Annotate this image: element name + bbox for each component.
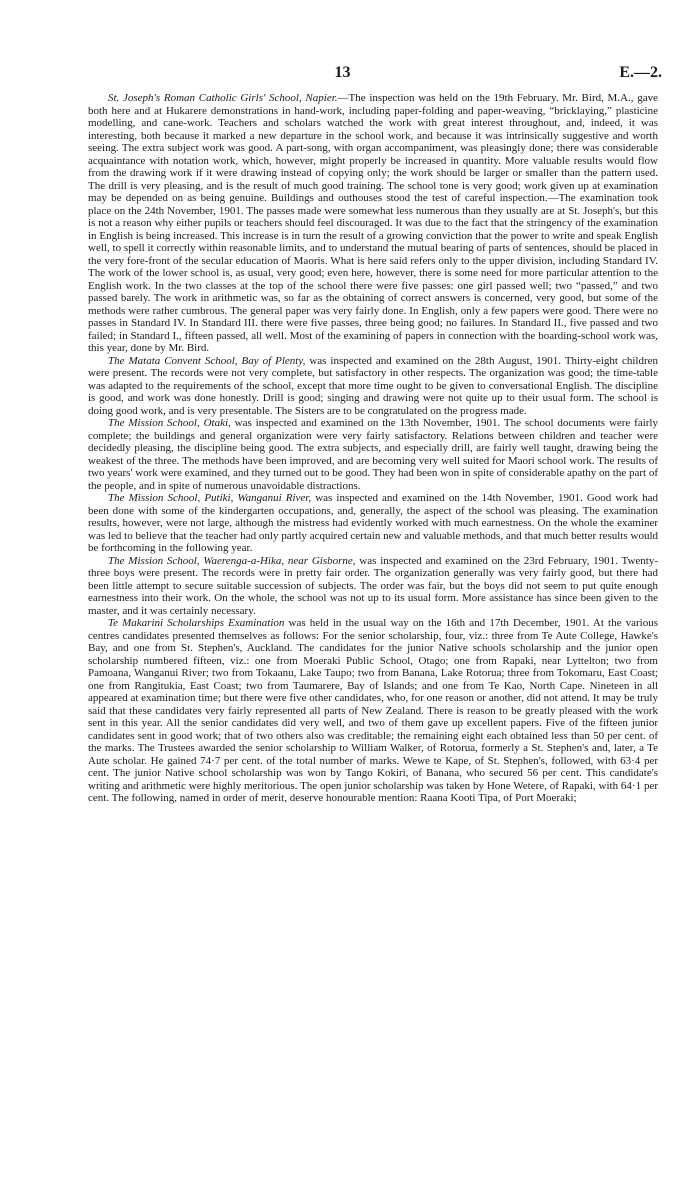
page-header (0, 64, 700, 86)
paragraph-heading: The Matata Convent School, Bay of Plenty, (108, 354, 306, 367)
paragraph-text: was inspected and examined on the 14th November, 1901. Good work had been done with some of the kindergarten occupations, and, generally, the aspect of the school was pleasing. The examination results, however, were not large, although the mistress had evidently worked with much earnestness. On the whole the examiner was led to believe that the teacher had only partly acquired certain new and valuable methods, and that much better results would be forthcoming in the following year. (88, 492, 658, 554)
paragraph-otaki (88, 417, 658, 492)
paragraph-waerenga-a-hika (88, 555, 658, 618)
paragraph-putiki (88, 492, 658, 555)
paragraph-text: was held in the usual way on the 16th and 17th December, 1901. At the various centres candidates presented themselves as follows: For the senior scholarship, four, viz.: three from Te Aute College, Hawke's Bay, and one from St. Stephen's, Auckland. The candidates for the junior Native schools scholarship and the junior open scholarship numbered fifteen, viz.: one from Moeraki Public School, Otago; one from Rapaki, near Lyttelton; two from Pamoana, Wanganui River; two from Tokaanu, Lake Taupo; two from Banana, Lake Rotorua; three from Tokomaru, East Coast; one from Rangitukia, East Coast; two from Taumarere, Bay of Islands; and one from Te Kao, North Cape. Nineteen in all appeared at examination time; but there were five other candidates, who, for one reason or another, did not attend. It may be truly said that these candidates very fairly represented all parts of New Zealand. There is reason to be greatly pleased with the work sent in this year. All the senior candidates did very well, and two of them gave up excellent papers. Five of the fifteen junior candidates sent in good work; that of two others also was creditable; the remaining eight each obtained less than 50 per cent. of the marks. The Trustees awarded the senior scholarship to William Walker, of Rotorua, formerly a St. Stephen's and, later, a Te Aute scholar. He gained 74·7 per cent. of the total number of marks. Wewe te Kape, of St. Stephen's, followed, with 63·4 per cent. The junior Native school scholarship was won by Tango Kokiri, of Banana, who secured 56 per cent. This candidate's writing and arithmetic were highly meritorious. The open junior scholarship was taken by Hone Wetere, of Rapaki, with 64·1 per cent. The following, named in order of merit, deserve honourable mention: Raana Kooti Tipa, of Port Moeraki; (88, 617, 659, 804)
paragraph-matata (88, 355, 658, 418)
document-code: E.—2. (619, 64, 662, 81)
page-number: 13 (334, 64, 351, 81)
paragraph-text: was inspected and examined on the 28th August, 1901. Thirty-eight children were present. The records were not very complete, but satisfactory in other respects. The organization was good; the time-table was adapted to the requirements of the school, except that more time ought to be given to conversational English. The discipline is good, and work was done honestly. Drill is good; singing and drawing were not quite up to their usual form. The school is doing good work, and is very presentable. The Sisters are to be congratulated on the progress made. (88, 354, 658, 417)
paragraph-text: was inspected and examined on the 23rd February, 1901. Twenty-three boys were present. The records were in pretty fair order. The organization generally was very fairly good, but there had been little attempt to secure suitable succession of subjects. The order was fair, but the boys did not seem to put quite enough earnestness into their work. On the whole, the school was not up to its usual form. More assistance has since been given to the master, and it was certainly necessary. (88, 554, 658, 617)
paragraph-st-josephs (88, 92, 658, 355)
paragraph-heading: Te Makarini Scholarships Examination (108, 617, 285, 629)
paragraph-text: was inspected and examined on the 13th November, 1901. The school documents were fairly complete; the buildings and general organization were very fairly satisfactory. Relations between children and teacher were decidedly pleasing, the discipline being good. The extra subjects, and especially drill, are fairly well taught, drawing being the weakest of the three. The methods have been improved, and are becoming very well suited for Maori school work. The results of two years' work were examined, and they turned out to be good. They had been won in spite of considerable apathy on the part of the people, and in spite of numerous unavoidable distractions. (88, 417, 658, 492)
paragraph-heading: The Mission School, Waerenga-a-Hika, near Gisborne, (108, 554, 356, 567)
paragraph-heading: The Mission School, Otaki, (108, 417, 231, 429)
paragraph-text: —The inspection was held on the 19th February. Mr. Bird, M.A., gave both here and at Hukarere demonstrations in hand-work, including paper-folding and paper-weaving, “bricklaying,” plasticine modelling, and cane-work. Teachers and scholars watched the work with great interest throughout, and, indeed, it was interesting, both because it marked a new departure in the school work, and because it was intrinsically suggestive and worth seeing. The extra subject work was good. A part-song, with organ accompaniment, was pleasingly done; there was considerable acquaintance with notation work, which, however, might properly be increased in quantity. More valuable results would flow from the drawing work if it were drawing instead of copying only; the work should be larger or smaller than the pattern used. The drill is very pleasing, and is the result of much good training. The school tone is very good; work given up at examination may be depended on as being genuine. Buildings and outhouses stood the test of careful inspection.—The examination took place on the 24th November, 1901. The passes made were somewhat less numerous than they usually are at St. Joseph's, but this is not a reason why either pupils or teachers should feel discouraged. It was due to the fact that the stringency of the examination in English is being increased. This increase is in turn the result of a growing conviction that the power to write and speak English well, to spell it correctly within reasonable limits, and to understand the mutual bearing of parts of sentences, should be placed in the very fore-front of the secular education of Maoris. What is here said refers only to the upper division, including Standard IV. The work of the lower school is, as usual, very good; even here, however, there is some need for more particular attention to the English work. In the two classes at the top of the school there were five passes: one girl passed well; two “passed,” and two passed barely. The work in arithmetic was, so far as the obtaining of correct answers is concerned, very good, but some of the methods were rather cumbrous. The general paper was very fairly done. In English, only a few papers were good. There were no passes in Standard IV. In Standard III. there were five passes, three being good; no failures. In Standard II., five passed and two failed; in Standard I., fifteen passed, all well. Most of the examining of papers in connection with the boarding-school work was, this year, done by Mr. Bird. (88, 92, 659, 354)
report-body (88, 92, 658, 805)
paragraph-heading: St. Joseph's Roman Catholic Girls' School, Napier. (108, 92, 338, 104)
paragraph-te-makarini (88, 617, 658, 805)
paragraph-heading: The Mission School, Putiki, Wanganui River, (108, 492, 312, 504)
